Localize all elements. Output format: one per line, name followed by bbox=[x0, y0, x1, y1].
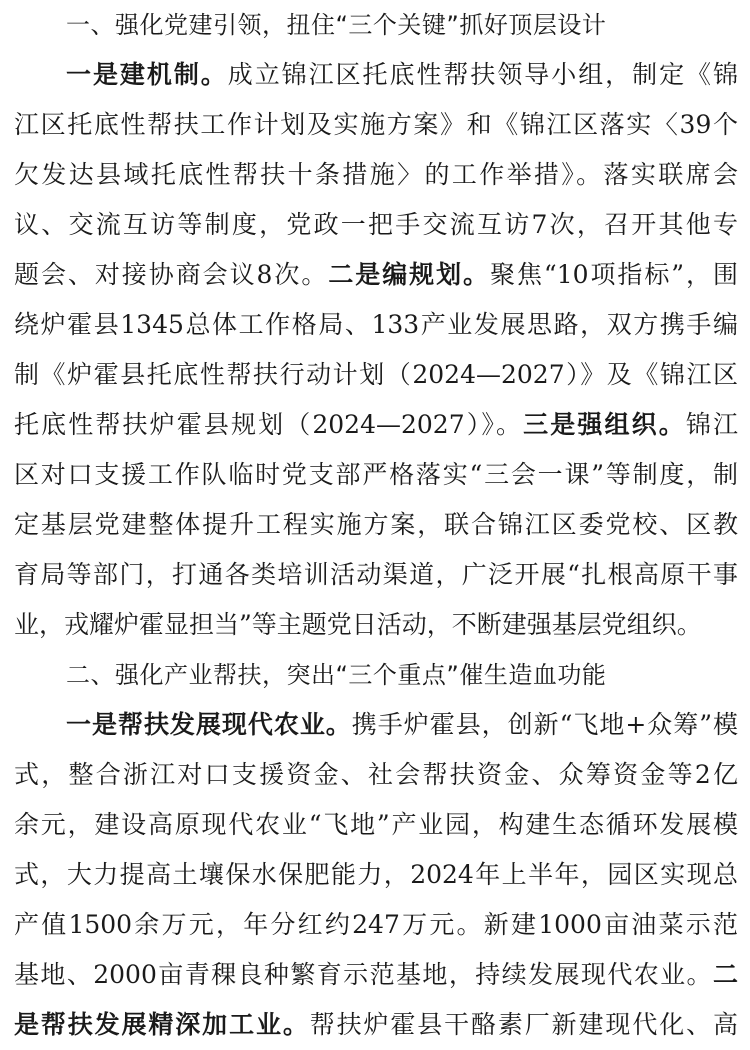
body-text: 绕炉霍县1345总体工作格局、133产业发展思路，双方携手编 bbox=[14, 310, 738, 339]
body-text: 托底性帮扶炉霍县规划（2024—2027）》。 bbox=[14, 410, 524, 439]
paragraph-line bbox=[0, 850, 750, 900]
body-text: 江区托底性帮扶工作计划及实施方案》和《锦江区落实〈39个 bbox=[14, 110, 738, 139]
section-heading-2 bbox=[0, 650, 750, 700]
paragraph-line bbox=[0, 250, 750, 300]
body-text: 携手炉霍县，创新“飞地+众筹”模 bbox=[351, 710, 738, 739]
body-text: 题会、对接协商会议8次。 bbox=[14, 260, 329, 289]
bold-phrase: 二是编规划。 bbox=[328, 260, 491, 289]
body-text: 锦江 bbox=[685, 410, 738, 439]
paragraph-line bbox=[0, 800, 750, 850]
body-text: 议、交流互访等制度，党政一把手交流互访7次，召开其他专 bbox=[14, 210, 738, 239]
body-text: 育局等部门，打通各类培训活动渠道，广泛开展“扎根高原干事 bbox=[14, 560, 738, 589]
body-text: 基地、2000亩青稞良种繁育示范基地，持续发展现代农业。 bbox=[14, 960, 713, 989]
paragraph-line bbox=[0, 900, 750, 950]
paragraph-line bbox=[0, 600, 750, 650]
body-text: 制《炉霍县托底性帮扶行动计划（2024—2027）》及《锦江区 bbox=[14, 360, 738, 389]
body-text: 区对口支援工作队临时党支部严格落实“三会一课”等制度，制 bbox=[14, 460, 738, 489]
bold-phrase: 三是强组织。 bbox=[523, 410, 686, 439]
paragraph-line bbox=[0, 950, 750, 1000]
paragraph-line bbox=[0, 350, 750, 400]
paragraph-line bbox=[0, 50, 750, 100]
bold-phrase: 二 bbox=[712, 960, 738, 989]
paragraph-line bbox=[0, 450, 750, 500]
body-text: 欠发达县域托底性帮扶十条措施〉的工作举措》。落实联席会 bbox=[14, 160, 738, 189]
paragraph-line bbox=[0, 150, 750, 200]
body-text: 余元，建设高原现代农业“飞地”产业园，构建生态循环发展模 bbox=[14, 810, 738, 839]
body-text: 式，大力提高土壤保水保肥能力，2024年上半年，园区实现总 bbox=[14, 860, 738, 889]
bold-phrase: 一是帮扶发展现代农业。 bbox=[66, 710, 352, 739]
body-text: 业，戎耀炉霍显担当”等主题党日活动，不断建强基层党组织。 bbox=[14, 610, 702, 639]
body-text: 帮扶炉霍县干酪素厂新建现代化、高 bbox=[309, 1010, 738, 1039]
paragraph-line bbox=[0, 200, 750, 250]
bold-phrase: 一是建机制。 bbox=[66, 60, 228, 89]
paragraph-line bbox=[0, 400, 750, 450]
paragraph-line bbox=[0, 300, 750, 350]
section-heading-1 bbox=[0, 0, 750, 50]
paragraph-line bbox=[0, 100, 750, 150]
bold-phrase: 是帮扶发展精深加工业。 bbox=[14, 1010, 310, 1039]
body-text: 式，整合浙江对口支援资金、社会帮扶资金、众筹资金等2亿 bbox=[14, 760, 738, 789]
body-text: 定基层党建整体提升工程实施方案，联合锦江区委党校、区教 bbox=[14, 510, 738, 539]
paragraph-line bbox=[0, 500, 750, 550]
body-text: 产值1500余万元，年分红约247万元。新建1000亩油菜示范 bbox=[14, 910, 738, 939]
paragraph-line bbox=[0, 1000, 750, 1050]
body-text: 成立锦江区托底性帮扶领导小组，制定《锦 bbox=[227, 60, 738, 89]
paragraph-line bbox=[0, 700, 750, 750]
paragraph-line bbox=[0, 750, 750, 800]
paragraph-line bbox=[0, 550, 750, 600]
body-text: 聚焦“10项指标”，围 bbox=[490, 260, 738, 289]
section-heading-1-text: 一、强化党建引领，扭住“三个关键”抓好顶层设计 bbox=[66, 11, 607, 39]
section-heading-2-text: 二、强化产业帮扶，突出“三个重点”催生造血功能 bbox=[66, 661, 607, 689]
